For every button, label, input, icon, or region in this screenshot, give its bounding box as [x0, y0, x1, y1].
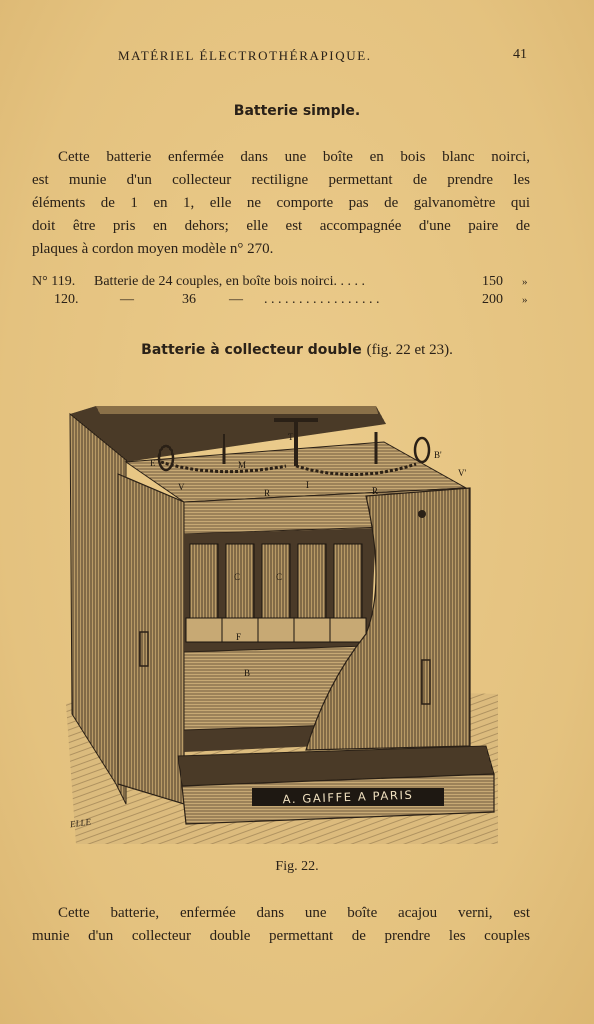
item-number: 120.: [54, 292, 79, 307]
item-count: 36: [182, 292, 196, 307]
price-row-120: [32, 292, 532, 310]
svg-text:C: C: [234, 572, 241, 582]
item-dash: —: [229, 292, 243, 307]
svg-text:V': V': [458, 468, 467, 478]
svg-text:F: F: [236, 632, 242, 642]
dot-leaders: . . . . . . . . . . . . . . . . .: [264, 292, 380, 307]
engraver-mark: ELLE: [69, 816, 92, 830]
svg-text:B': B': [434, 450, 442, 460]
svg-text:C: C: [276, 572, 283, 582]
text-line: Cette batterie, enfermée dans une boîte acajou verni, est: [58, 905, 530, 921]
text-line: plaques à cordon moyen modèle n° 270.: [32, 241, 274, 257]
paragraph-batterie-simple: [32, 146, 530, 261]
item-price: 200: [482, 292, 503, 307]
item-dash: —: [120, 292, 134, 307]
paragraph-collecteur-double: [32, 902, 530, 948]
text-line: doit être pris en dehors; elle est accompagnée d'une paire de: [32, 218, 530, 234]
price-row-119: [32, 274, 532, 292]
item-price: 150: [482, 274, 503, 289]
text-line: est munie d'un collecteur rectiligne permettant de prendre les: [32, 172, 530, 188]
section-title-collecteur-double: Batterie à collecteur double (fig. 22 et 23).: [141, 342, 453, 358]
svg-text:B: B: [244, 668, 251, 678]
svg-text:T: T: [288, 432, 294, 442]
price-mark: »: [522, 276, 528, 288]
battery-engraving: [66, 384, 498, 848]
maker-plate-text: A. GAIFFE A PARIS: [282, 787, 414, 807]
svg-text:V: V: [178, 482, 185, 492]
svg-text:I: I: [306, 480, 309, 490]
text-line: Cette batterie enfermée dans une boîte en bois blanc noirci,: [58, 149, 530, 165]
text-line: éléments de 1 en 1, elle ne comporte pas de galvanomètre qui: [32, 195, 530, 211]
svg-text:R: R: [372, 486, 379, 496]
figure-caption: Fig. 22.: [275, 859, 319, 874]
price-mark: »: [522, 294, 528, 306]
svg-text:M: M: [238, 460, 247, 470]
page-number: 41: [513, 47, 527, 62]
item-number: N° 119.: [32, 274, 76, 289]
running-head: MATÉRIEL ÉLECTROTHÉRAPIQUE.: [118, 48, 372, 63]
section-title-batterie-simple: Batterie simple.: [233, 103, 361, 119]
svg-text:E: E: [150, 458, 156, 468]
svg-text:R: R: [264, 488, 271, 498]
item-description: Batterie de 24 couples, en boîte bois noirci. . . . .: [94, 274, 365, 289]
text-line: munie d'un collecteur double permettant de prendre les couples: [32, 928, 530, 944]
